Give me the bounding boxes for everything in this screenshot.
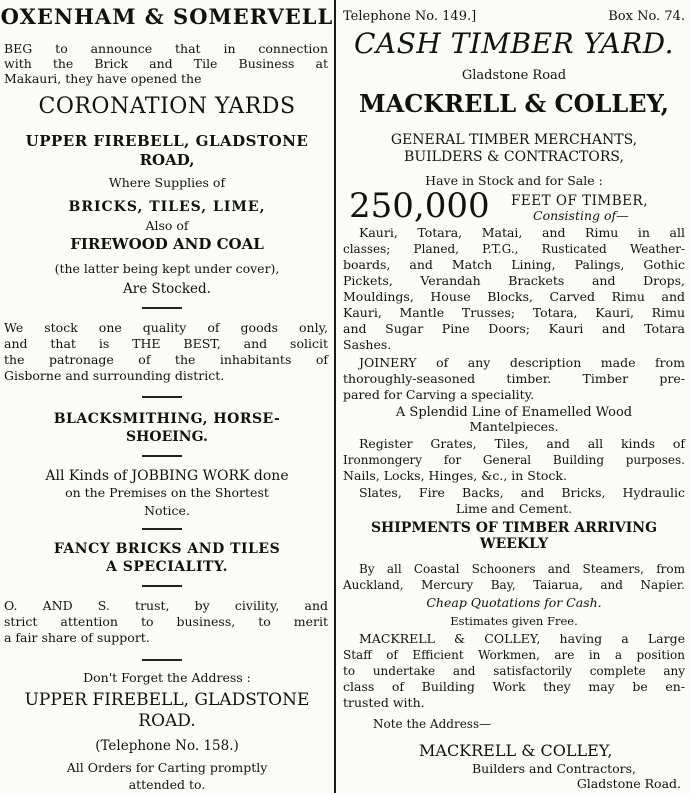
left-title: OXENHAM & SOMERVELL bbox=[0, 4, 334, 29]
timber-list-line-2: classes; Planed, P.T.G., Rusticated Weather- bbox=[343, 242, 685, 256]
column-rule bbox=[334, 0, 336, 793]
separator-rule bbox=[142, 455, 182, 457]
timber-list-line-3: boards, and Match Lining, Palings, Gothic bbox=[343, 257, 685, 272]
signature-role: Builders and Contractors, bbox=[472, 761, 636, 776]
estimates-free: Estimates given Free. bbox=[450, 614, 578, 628]
joinery-line-2: thoroughly-seasoned timber. Timber pre- bbox=[343, 371, 685, 386]
quality-line-2: and that is THE BEST, and solicit bbox=[4, 336, 328, 351]
staff-line-4: class of Building Work they may be en- bbox=[343, 679, 685, 694]
consisting-of: Consisting of— bbox=[533, 208, 629, 223]
joinery-line-3: pared for Carving a speciality. bbox=[343, 387, 535, 402]
trade-line-1: GENERAL TIMBER MERCHANTS, bbox=[390, 132, 638, 148]
signature-place: Gladstone Road. bbox=[576, 776, 681, 791]
jobbing-line-3: Notice. bbox=[144, 503, 190, 518]
trust-line-3: a fair share of support. bbox=[4, 630, 150, 645]
timber-list-line-7: and Sugar Pine Doors; Kauri and Totara bbox=[343, 321, 685, 336]
separator-rule bbox=[142, 307, 182, 309]
firewood-and-coal: FIREWOOD AND COAL bbox=[70, 235, 264, 253]
staff-line-3: to undertake and satisfactorily complete any bbox=[343, 664, 685, 678]
stock-intro: Have in Stock and for Sale : bbox=[425, 173, 603, 188]
quality-line-3: the patronage of the inhabitants of bbox=[4, 352, 328, 367]
box-number: Box No. 74. bbox=[608, 9, 685, 24]
oxenham-somervell-advert bbox=[0, 0, 334, 793]
trust-line-2: strict attention to business, to merit bbox=[4, 614, 328, 629]
timber-list-line-1: Kauri, Totara, Matai, and Rimu in all bbox=[359, 225, 685, 240]
grates-line-1: Register Grates, Tiles, and all kinds of bbox=[359, 436, 685, 451]
coastal-line-1: By all Coastal Schooners and Steamers, from bbox=[359, 562, 685, 576]
supplies-list: BRICKS, TILES, LIME, bbox=[68, 199, 266, 215]
timber-list-line-8: Sashes. bbox=[343, 337, 392, 352]
signature-name: MACKRELL & COLLEY, bbox=[419, 741, 613, 760]
orders-line-1: All Orders for Carting promptly bbox=[66, 760, 268, 775]
orders-line-2: attended to. bbox=[128, 777, 206, 792]
shipments-line-1: SHIPMENTS OF TIMBER ARRIVING bbox=[370, 520, 658, 536]
intro-line-1: BEG to announce that in connection bbox=[4, 41, 328, 56]
staff-line-1: MACKRELL & COLLEY, having a Large bbox=[359, 631, 685, 646]
are-stocked: Are Stocked. bbox=[123, 281, 211, 297]
blacksmithing-line-1: BLACKSMITHING, HORSE- bbox=[53, 411, 281, 427]
shipments-line-2: WEEKLY bbox=[479, 536, 549, 552]
address-line-2: ROAD. bbox=[138, 711, 196, 731]
cover-note: (the latter being kept under cover), bbox=[54, 261, 280, 276]
timber-list-line-5: Mouldings, House Blocks, Carved Rimu and bbox=[343, 289, 685, 304]
grates-line-2: Ironmongery for General Building purposes. bbox=[343, 453, 685, 467]
separator-rule bbox=[142, 396, 182, 398]
cheap-quotations: Cheap Quotations for Cash. bbox=[426, 595, 602, 610]
coronation-yards-heading: CORONATION YARDS bbox=[38, 94, 296, 119]
feet-of-timber: FEET OF TIMBER, bbox=[511, 193, 648, 209]
blacksmithing-line-2: SHOEING. bbox=[126, 429, 208, 445]
gladstone-road: Gladstone Road bbox=[461, 68, 567, 83]
mackrell-colley-heading: MACKRELL & COLLEY, bbox=[359, 89, 669, 118]
fancy-bricks-line-2: A SPECIALITY. bbox=[106, 559, 228, 575]
address-line-1: UPPER FIREBELL, GLADSTONE bbox=[24, 690, 310, 710]
timber-list-line-6: Kauri, Mantle Trusses; Totara, Kauri, Rimu bbox=[343, 305, 685, 320]
right-telephone: Telephone No. 149.] bbox=[343, 9, 477, 24]
staff-line-5: trusted with. bbox=[343, 695, 425, 710]
separator-rule bbox=[142, 659, 182, 661]
timber-list-line-4: Pickets, Verandah Brackets and Drops, bbox=[343, 273, 685, 288]
left-telephone: (Telephone No. 158.) bbox=[95, 738, 239, 754]
intro-line-3: Makauri, they have opened the bbox=[4, 71, 202, 86]
quality-line-4: Gisborne and surrounding district. bbox=[4, 368, 225, 383]
intro-line-2: with the Brick and Tile Business at bbox=[4, 56, 328, 71]
supplies-intro: Where Supplies of bbox=[108, 175, 226, 190]
separator-rule bbox=[142, 585, 182, 587]
trade-line-2: BUILDERS & CONTRACTORS, bbox=[404, 149, 624, 165]
staff-line-2: Staff of Efficient Workmen, are in a position bbox=[343, 648, 685, 662]
joinery-line-1: JOINERY of any description made from bbox=[359, 355, 685, 370]
timber-quantity: 250,000 bbox=[349, 186, 490, 226]
slates-line-1: Slates, Fire Backs, and Bricks, Hydraulic bbox=[359, 485, 685, 500]
wood-line-2: Mantelpieces. bbox=[469, 419, 559, 434]
mackrell-colley-advert bbox=[337, 0, 691, 793]
jobbing-line-1: All Kinds of JOBBING WORK done bbox=[45, 468, 289, 484]
grates-line-3: Nails, Locks, Hinges, &c., in Stock. bbox=[343, 468, 567, 483]
also-of: Also of bbox=[145, 218, 189, 233]
quality-line-1: We stock one quality of goods only, bbox=[4, 320, 328, 335]
cash-timber-yard-title: CASH TIMBER YARD. bbox=[353, 27, 674, 60]
note-the-address: Note the Address— bbox=[373, 717, 492, 731]
wood-line-1: A Splendid Line of Enamelled Wood bbox=[395, 405, 633, 420]
location-line-2: ROAD, bbox=[139, 151, 195, 169]
location-line-1: UPPER FIREBELL, GLADSTONE bbox=[25, 132, 309, 150]
slates-line-2: Lime and Cement. bbox=[455, 501, 573, 516]
separator-rule bbox=[142, 528, 182, 530]
coastal-line-2: Auckland, Mercury Bay, Taiarua, and Napier. bbox=[343, 578, 685, 592]
jobbing-line-2: on the Premises on the Shortest bbox=[65, 485, 269, 500]
dont-forget-address: Don't Forget the Address : bbox=[83, 670, 251, 685]
fancy-bricks-line-1: FANCY BRICKS AND TILES bbox=[53, 541, 281, 557]
trust-line-1: O. AND S. trust, by civility, and bbox=[4, 598, 328, 613]
